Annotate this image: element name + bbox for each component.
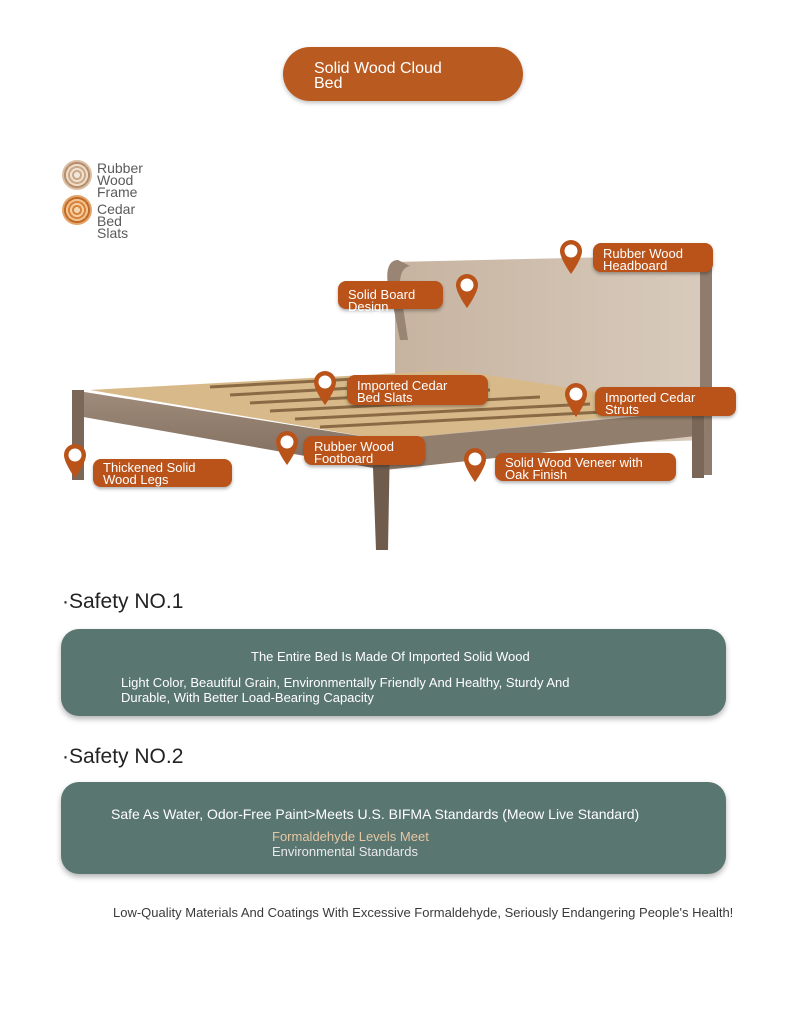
callout-cedar-struts — [595, 387, 736, 416]
callout-headboard — [593, 243, 713, 272]
callout-footboard — [304, 436, 425, 465]
location-pin-icon — [62, 443, 88, 479]
cedar-ring-icon — [62, 195, 92, 225]
safety1-body-line1: Light Color, Beautiful Grain, Environmentally Friendly And Healthy, Sturdy And — [121, 675, 570, 690]
callout-veneer — [495, 453, 676, 481]
location-pin-icon — [558, 239, 584, 275]
callout-cedar-slats — [347, 375, 488, 405]
callout-line2: Wood Legs — [103, 472, 169, 487]
leg-back-right — [692, 408, 704, 478]
callout-line2: Oak Finish — [505, 467, 568, 482]
callout-line1: Solid Wood Veneer with — [505, 455, 643, 470]
callout-line1: Imported Cedar — [357, 378, 448, 393]
safety2-sub-line1: Formaldehyde Levels Meet — [272, 829, 429, 844]
callout-solid-board — [338, 281, 443, 314]
callout-line2: Headboard — [603, 258, 668, 273]
rubber-wood-ring-icon — [62, 160, 92, 190]
callout-line2: Struts — [605, 402, 639, 417]
safety2-heading: ·Safety NO.2 — [62, 745, 184, 768]
safety1-headline: The Entire Bed Is Made Of Imported Solid Wood — [251, 649, 530, 664]
safety1-body-line2: Durable, With Better Load-Bearing Capacity — [121, 690, 374, 705]
product-title-line2: Bed — [314, 75, 343, 92]
safety2-sub-line2: Environmental Standards — [272, 844, 418, 859]
safety1-heading: ·Safety NO.1 — [62, 590, 184, 613]
callout-line1: Imported Cedar — [605, 390, 696, 405]
product-title-line1: Solid Wood Cloud — [314, 60, 442, 77]
callout-line1: Solid Board Design — [348, 287, 416, 314]
location-pin-icon — [274, 430, 300, 466]
product-title-badge — [283, 47, 523, 101]
callout-line1: Rubber Wood — [314, 439, 394, 454]
safety2-headline: Safe As Water, Odor-Free Paint>Meets U.S. BIFMA Standards (Meow Live Standard) — [111, 806, 640, 822]
safety2-panel — [61, 782, 726, 874]
callout-line1: Rubber Wood — [603, 246, 683, 261]
location-pin-icon — [462, 447, 488, 483]
legend-label-line1: Cedar Bed Slats — [97, 201, 136, 241]
location-pin-icon — [454, 273, 480, 309]
legend-label-line2: Frame — [97, 184, 138, 200]
location-pin-icon — [312, 370, 338, 406]
location-pin-icon — [563, 382, 589, 418]
callout-line1: Thickened Solid — [103, 460, 196, 475]
footer-warning-note: Low-Quality Materials And Coatings With Excessive Formaldehyde, Seriously Endangering People's Health! — [113, 905, 734, 920]
legend-label-line1: Rubber Wood — [97, 160, 143, 188]
callout-line2: Bed Slats — [357, 390, 413, 405]
callout-legs — [93, 459, 232, 487]
safety1-panel — [61, 629, 726, 716]
callout-line2: Footboard — [314, 451, 374, 466]
